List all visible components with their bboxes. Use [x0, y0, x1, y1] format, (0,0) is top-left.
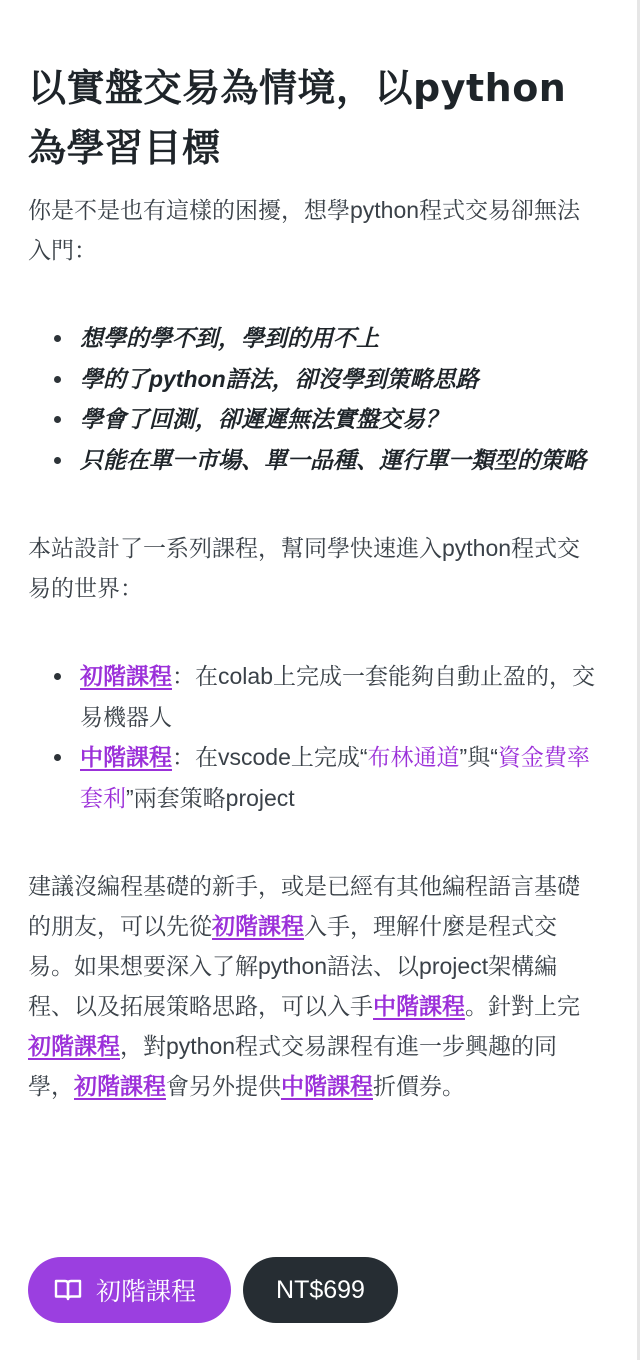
funding-rate-strategy-link[interactable]: 資金費率套利	[80, 744, 590, 811]
course-item-intermediate	[54, 737, 600, 818]
intermediate-course-description: ：在vscode上完成“	[172, 744, 368, 770]
beginner-course-description: ：在colab上完成一套能夠自動止盈的，交易機器人	[80, 663, 595, 730]
advice-text: 入手，理解什麼是程式交易。如果想要深入了解python語法、以project架構編程、以及拓展策略思路，可以入手	[28, 913, 558, 1019]
pain-point-item: 學的了python語法，卻沒學到策略思路	[54, 359, 600, 400]
advice-text: ，對python程式交易課程有進一步興趣的同學，	[28, 1033, 558, 1099]
intermediate-course-link[interactable]: 中階課程	[281, 1073, 373, 1099]
action-buttons	[28, 1257, 398, 1323]
beginner-course-link[interactable]: 初階課程	[80, 663, 172, 689]
intermediate-course-description: ”兩套策略project	[126, 784, 295, 811]
advice-text: 折價券。	[373, 1073, 465, 1099]
bollinger-strategy-link[interactable]: 布林通道	[367, 744, 460, 770]
site-intro-text: 本站設計了一系列課程，幫同學快速進入python程式交易的世界：	[28, 535, 581, 601]
beginner-course-link[interactable]: 初階課程	[74, 1073, 166, 1099]
pain-point-item: 只能在單一市場、單一品種、運行單一類型的策略	[54, 440, 600, 481]
intermediate-course-link[interactable]: 中階課程	[373, 993, 465, 1019]
course-item-beginner	[54, 656, 600, 737]
book-open-icon	[54, 1278, 82, 1302]
intermediate-course-link[interactable]: 中階課程	[80, 744, 172, 770]
price-button[interactable]	[243, 1257, 398, 1323]
beginner-course-link[interactable]: 初階課程	[28, 1033, 120, 1059]
advice-text: 會另外提供	[166, 1073, 281, 1099]
price-label: NT$699	[276, 1275, 365, 1304]
beginner-course-button-label: 初階課程	[96, 1278, 197, 1306]
pain-points-list	[28, 318, 600, 480]
advice-paragraph	[28, 866, 600, 1106]
advice-text: 。針對上完	[465, 993, 580, 1019]
intro-text: 你是不是也有這樣的困擾，想學python程式交易卻無法入門：	[28, 197, 581, 263]
intermediate-course-description: ”與“	[459, 744, 498, 770]
course-intro-section	[28, 58, 600, 1106]
course-list	[28, 656, 600, 818]
page-title: 以實盤交易為情境，以python為學習目標	[28, 66, 567, 170]
beginner-course-link[interactable]: 初階課程	[212, 913, 304, 939]
pain-point-item: 學會了回測，卻遲遲無法實盤交易？	[54, 399, 600, 440]
advice-text: 建議沒編程基礎的新手，或是已經有其他編程語言基礎的朋友，可以先從	[28, 873, 580, 939]
beginner-course-button[interactable]	[28, 1257, 231, 1323]
pain-point-item: 想學的學不到，學到的用不上	[54, 318, 600, 359]
